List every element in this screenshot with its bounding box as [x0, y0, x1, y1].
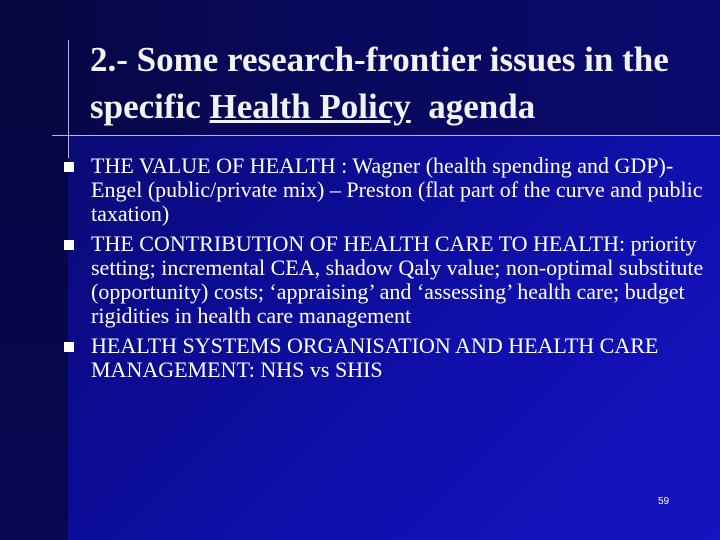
page-number: 59 — [658, 496, 670, 507]
bullet-text: THE CONTRIBUTION OF HEALTH CARE TO HEALTH: priority setting; incremental CEA, shadow Qaly value; non-optimal substitute (opportunity) costs; ‘appraising’ and ‘assessing’ health care; budget rigidities in health care management — [91, 231, 704, 328]
vertical-rule — [68, 40, 69, 158]
title-underlined-text: Health Policy — [209, 87, 411, 126]
horizontal-rule — [52, 135, 720, 136]
bullet-item — [64, 226, 704, 328]
square-bullet-icon — [64, 240, 74, 250]
bullet-text: THE VALUE OF HEALTH : Wagner (health spending and GDP)-Engel (public/private mix) – Preston (flat part of the curve and public taxation) — [91, 153, 703, 226]
bullet-list — [64, 148, 704, 382]
left-band — [0, 0, 68, 540]
bullet-item — [64, 148, 704, 226]
title-text-end: agenda — [410, 87, 536, 126]
square-bullet-icon — [64, 342, 74, 352]
square-bullet-icon — [64, 162, 74, 172]
bullet-text: HEALTH SYSTEMS ORGANISATION AND HEALTH CARE MANAGEMENT: NHS vs SHIS — [91, 333, 659, 382]
bullet-item — [64, 328, 704, 382]
title-text: 2.- Some research-frontier issues in the specific — [90, 40, 669, 126]
slide-title — [90, 36, 710, 130]
